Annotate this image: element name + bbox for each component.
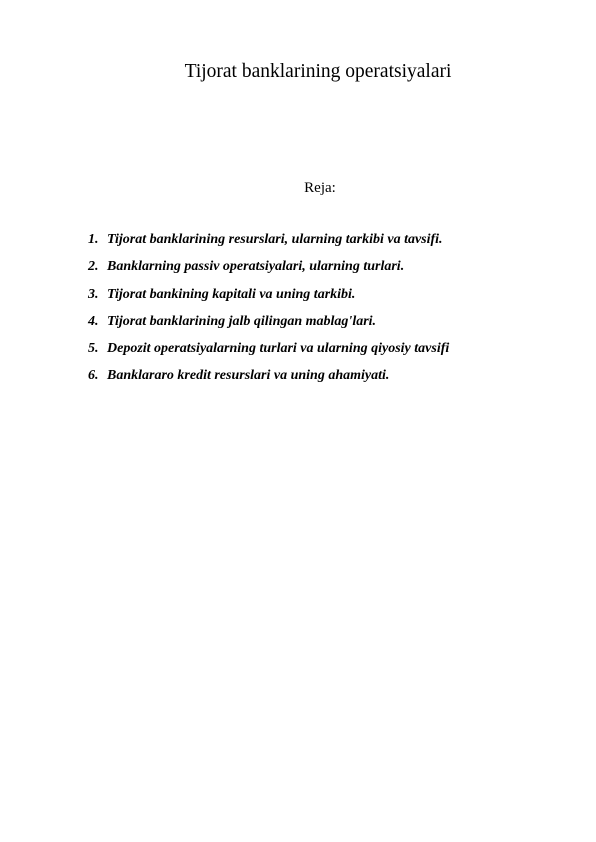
plan-item-2 (88, 258, 449, 285)
plan-item-text: Tijorat banklarining resurslari, ularning tarkibi va tavsifi. (107, 232, 443, 247)
plan-item-number: 5. (88, 341, 99, 357)
plan-list (88, 231, 449, 395)
plan-item-number: 2. (88, 259, 99, 275)
plan-item-number: 3. (88, 286, 99, 302)
plan-item-6 (88, 367, 449, 394)
plan-item-number: 1. (88, 232, 99, 247)
plan-item-4 (88, 313, 449, 340)
plan-item-number: 6. (88, 368, 99, 384)
plan-item-3 (88, 286, 449, 313)
document-title: Tijorat banklarining operatsiyalari (184, 61, 452, 82)
plan-item-1 (88, 231, 449, 258)
plan-item-text: Banklararo kredit resurslari va uning ahamiyati. (107, 368, 390, 384)
plan-item-text: Banklarning passiv operatsiyalari, ularning turlari. (107, 259, 405, 275)
plan-item-text: Depozit operatsiyalarning turlari va ularning qiyosiy tavsifi (107, 341, 450, 357)
plan-item-text: Tijorat bankining kapitali va uning tarkibi. (107, 286, 356, 302)
plan-heading: Reja: (304, 180, 336, 196)
plan-item-number: 4. (88, 313, 99, 329)
plan-item-5 (88, 340, 449, 367)
plan-item-text: Tijorat banklarining jalb qilingan mablag'lari. (107, 313, 377, 329)
